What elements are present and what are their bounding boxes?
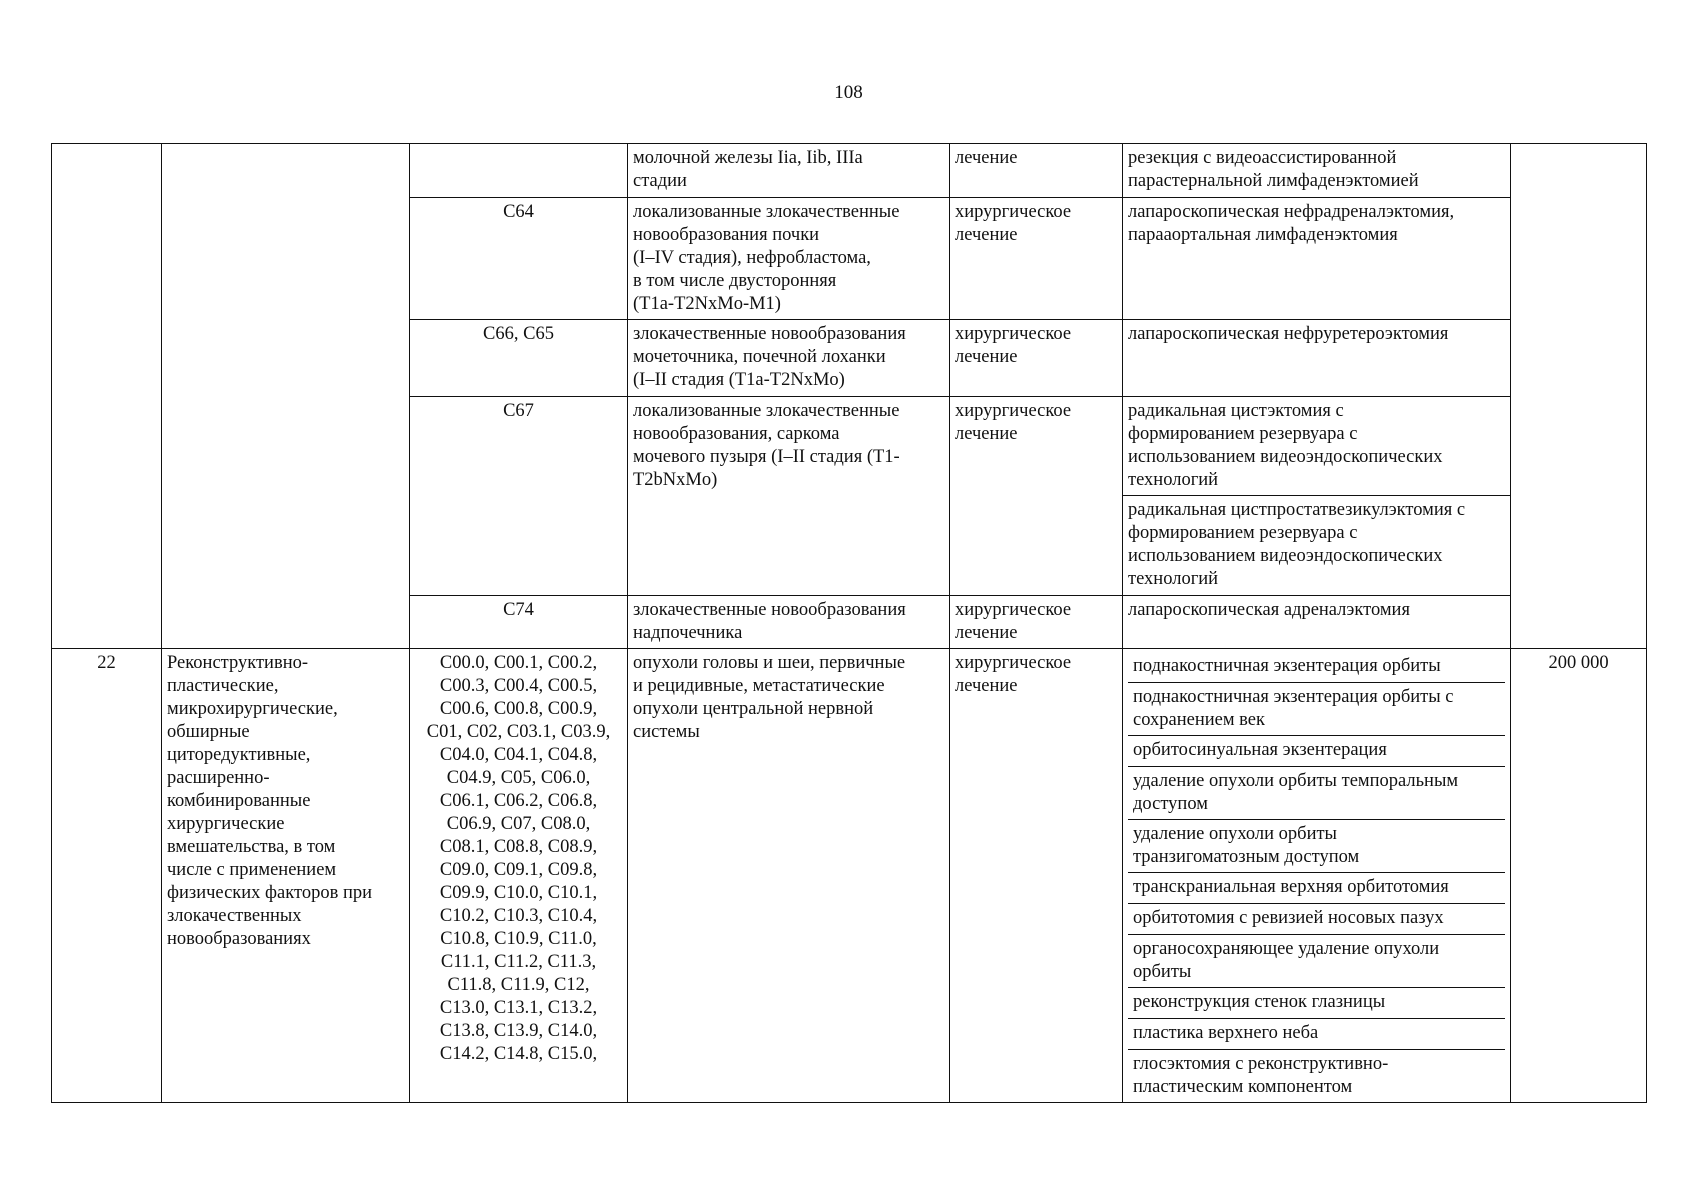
page-number: 108 xyxy=(834,82,863,103)
treatment-type-cell: хирургическое лечение xyxy=(950,649,1123,1103)
treatment-method-item: транскраниальная верхняя орбитотомия xyxy=(1128,873,1505,904)
icd-code-cell: C00.0, C00.1, C00.2, C00.3, C00.4, C00.5, C00.6, C00.8, C00.9, C01, C02, C03.1, C03.9, C04.0, C04.1, C04.8, C04.9, C05, C06.0, C06.1, C06.2, C06.8, C06.9, C07, C08.0, C08.1, C08.8, C08.9, C09.0, C09.1, C09.8, C09.9, C10.0, C10.1, C10.2, C10.3, C10.4, C10.8, C10.9, C11.0, C11.1, C11.2, C11.3, C11.8, C11.9, C12, C13.0, C13.1, C13.2, C13.8, C13.9, C14.0, C14.2, C14.8, C15.0, xyxy=(410,649,628,1103)
row-number-cell: 22 xyxy=(52,649,162,1103)
icd-code-cell: C64 xyxy=(410,198,628,320)
icd-code-cell: C66, C65 xyxy=(410,320,628,397)
treatment-method-cell: лапароскопическая нефрадреналэктомия, парааортальная лимфаденэктомия xyxy=(1123,198,1511,320)
patient-model-cell: локализованные злокачественные новообразования, саркома мочевого пузыря (I–II стадия (T1- T2bNxMo) xyxy=(628,397,950,596)
treatment-method-cell: радикальная цистпростатвезикулэктомия с формированием резервуара с использованием видеоэндоскопических технологий xyxy=(1123,496,1511,596)
treatment-method-item: пластика верхнего неба xyxy=(1128,1019,1505,1050)
icd-code-cell: C74 xyxy=(410,596,628,649)
treatment-method-cell: лапароскопическая адреналэктомия xyxy=(1123,596,1511,649)
treatment-type-cell: хирургическое лечение xyxy=(950,198,1123,320)
patient-model-cell: злокачественные новообразования надпочечника xyxy=(628,596,950,649)
methods-subtable xyxy=(1128,652,1505,1102)
treatment-method-cell: резекция с видеоассистированной парастернальной лимфаденэктомией xyxy=(1123,144,1511,198)
icd-code-cell: C67 xyxy=(410,397,628,596)
vmp-name-cell: Реконструктивно- пластические, микрохирургические, обширные циторедуктивные, расширенно- комбинированные хирургические вмешательства, в том числе с применением физических факторов при злокачественных новообразованиях xyxy=(162,649,410,1103)
patient-model-cell: опухоли головы и шеи, первичные и рецидивные, метастатические опухоли центральной нервной системы xyxy=(628,649,950,1103)
treatment-method-item: удаление опухоли орбиты транзигоматозным доступом xyxy=(1128,820,1505,873)
treatment-type-cell: хирургическое лечение xyxy=(950,320,1123,397)
icd-code-cell xyxy=(410,144,628,198)
treatment-method-cell: лапароскопическая нефруретероэктомия xyxy=(1123,320,1511,397)
treatment-method-item: органосохраняющее удаление опухоли орбиты xyxy=(1128,935,1505,988)
treatment-methods-list xyxy=(1123,649,1511,1103)
treatment-method-item: орбитосинуальная экзентерация xyxy=(1128,736,1505,767)
treatment-method-item: поднакостничная экзентерация орбиты с сохранением век xyxy=(1128,683,1505,736)
treatment-method-cell: радикальная цистэктомия с формированием резервуара с использованием видеоэндоскопических технологий xyxy=(1123,397,1511,496)
treatment-type-cell: лечение xyxy=(950,144,1123,198)
patient-model-cell: молочной железы Iia, Iib, IIIa стадии xyxy=(628,144,950,198)
treatment-method-item: удаление опухоли орбиты темпоральным доступом xyxy=(1128,767,1505,820)
vmp-table xyxy=(51,143,1647,1103)
row-number-cell xyxy=(52,144,162,649)
treatment-method-item: глосэктомия с реконструктивно- пластическим компонентом xyxy=(1133,1054,1389,1097)
cost-cell xyxy=(1511,144,1647,649)
treatment-type-cell: хирургическое лечение xyxy=(950,596,1123,649)
treatment-method-item: поднакостничная экзентерация орбиты xyxy=(1128,652,1505,683)
patient-model-cell: злокачественные новообразования мочеточника, почечной лоханки (I–II стадия (T1a-T2NxMo) xyxy=(628,320,950,397)
table-row xyxy=(52,144,1647,198)
cost-cell: 200 000 xyxy=(1511,649,1647,1103)
treatment-method-item: орбитотомия с ревизией носовых пазух xyxy=(1128,904,1505,935)
treatment-type-cell: хирургическое лечение xyxy=(950,397,1123,596)
table-row xyxy=(52,649,1647,1103)
patient-model-cell: локализованные злокачественные новообразования почки (I–IV стадия), нефробластома, в том числе двусторонняя (T1a-T2NxMo-M1) xyxy=(628,198,950,320)
treatment-method-item: реконструкция стенок глазницы xyxy=(1128,988,1505,1019)
vmp-name-cell xyxy=(162,144,410,649)
